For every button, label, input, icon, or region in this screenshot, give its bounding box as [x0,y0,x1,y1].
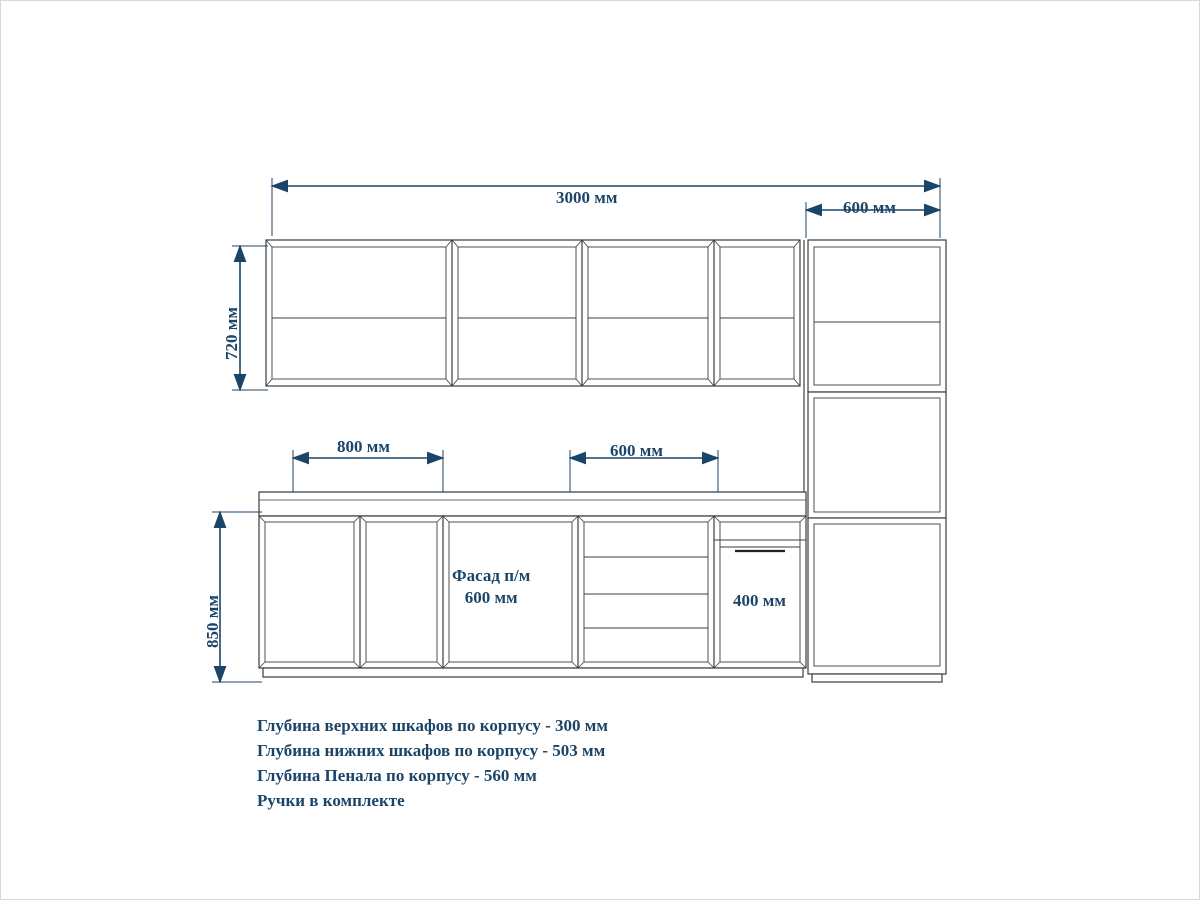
dimension-label-total-width: 3000 мм [556,188,618,207]
facade-label-line1: Фасад п/м [452,566,531,585]
note-line-2: Глубина Пенала по корпусу - 560 мм [257,766,537,785]
dimension-label-upper-height: 720 мм [222,307,241,360]
dimension-label-base-800: 800 мм [337,437,390,456]
note-line-1: Глубина нижних шкафов по корпусу - 503 мм [257,741,606,760]
note-line-3: Ручки в комплекте [257,791,405,810]
dimension-label-pencil-width: 600 мм [843,198,896,217]
dimension-label-drawer-400: 400 мм [733,591,786,610]
facade-label-line2: 600 мм [464,588,518,607]
note-line-0: Глубина верхних шкафов по корпусу - 300 мм [257,716,608,735]
dimension-label-lower-height: 850 мм [203,595,222,648]
dimension-label-base-600: 600 мм [610,441,663,460]
facade-label [452,565,530,609]
